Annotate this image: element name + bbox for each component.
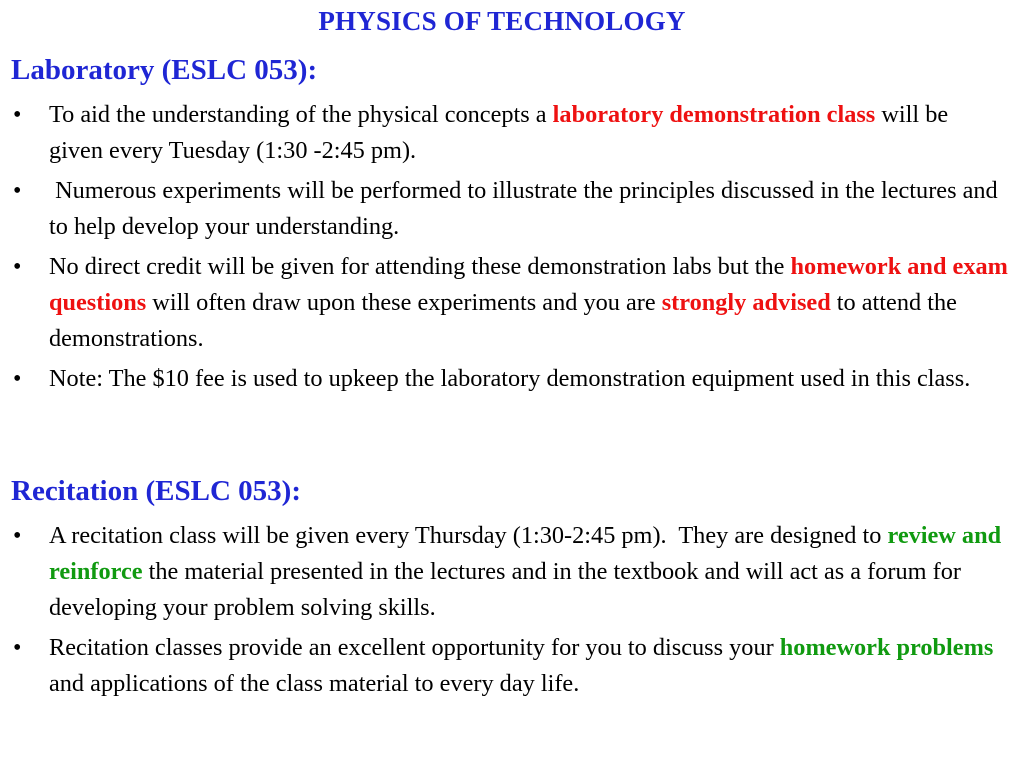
recitation-heading: Recitation (ESLC 053): [11, 475, 301, 507]
emphasis-text: strongly advised [661, 289, 831, 316]
bullet-text: will often draw upon these experiments and you are [146, 289, 662, 316]
bullet-text: To aid the understanding of the physical concepts a [49, 101, 553, 128]
emphasis-text: laboratory demonstration class [552, 101, 876, 128]
bullet-dot-icon: • [13, 523, 22, 549]
bullet-text: to attend the demonstrations. [49, 289, 957, 352]
slide-title: PHYSICS OF TECHNOLOGY [318, 6, 686, 36]
recitation-bullet-2 [0, 630, 1010, 702]
bullet-text: A recitation class will be given every Thursday (1:30-2:45 pm). They are designed to [49, 522, 888, 549]
bullet-text: Numerous experiments will be performed to illustrate the principles discussed in the lectures and to help develop your understanding. [49, 177, 1004, 240]
emphasis-text: homework problems [779, 634, 994, 661]
laboratory-bullet-3 [0, 249, 1010, 357]
laboratory-bullet-list [0, 97, 1010, 401]
bullet-text: will be given every Tuesday (1:30 -2:45 pm). [49, 101, 949, 164]
emphasis-text: homework and exam questions [49, 253, 1008, 316]
bullet-text: Note: The $10 fee is used to upkeep the laboratory demonstration equipment used in this class. [49, 365, 971, 392]
bullet-text: No direct credit will be given for attending these demonstration labs but the [49, 253, 791, 280]
recitation-bullet-list [0, 518, 1010, 706]
recitation-bullet-1 [0, 518, 1010, 626]
bullet-dot-icon: • [13, 254, 22, 280]
laboratory-heading: Laboratory (ESLC 053): [11, 54, 318, 86]
bullet-text: the material presented in the lectures and in the textbook and will act as a forum for developing your problem solving skills. [49, 558, 961, 621]
laboratory-bullet-4 [0, 361, 1010, 397]
bullet-dot-icon: • [13, 635, 22, 661]
emphasis-text: review and reinforce [49, 522, 1002, 585]
bullet-text: and applications of the class material to every day life. [49, 670, 580, 697]
bullet-dot-icon: • [13, 178, 22, 204]
laboratory-bullet-1 [0, 97, 1010, 169]
bullet-dot-icon: • [13, 102, 22, 128]
bullet-text: Recitation classes provide an excellent opportunity for you to discuss your [49, 634, 780, 661]
bullet-dot-icon: • [13, 366, 22, 392]
laboratory-bullet-2 [0, 173, 1010, 245]
